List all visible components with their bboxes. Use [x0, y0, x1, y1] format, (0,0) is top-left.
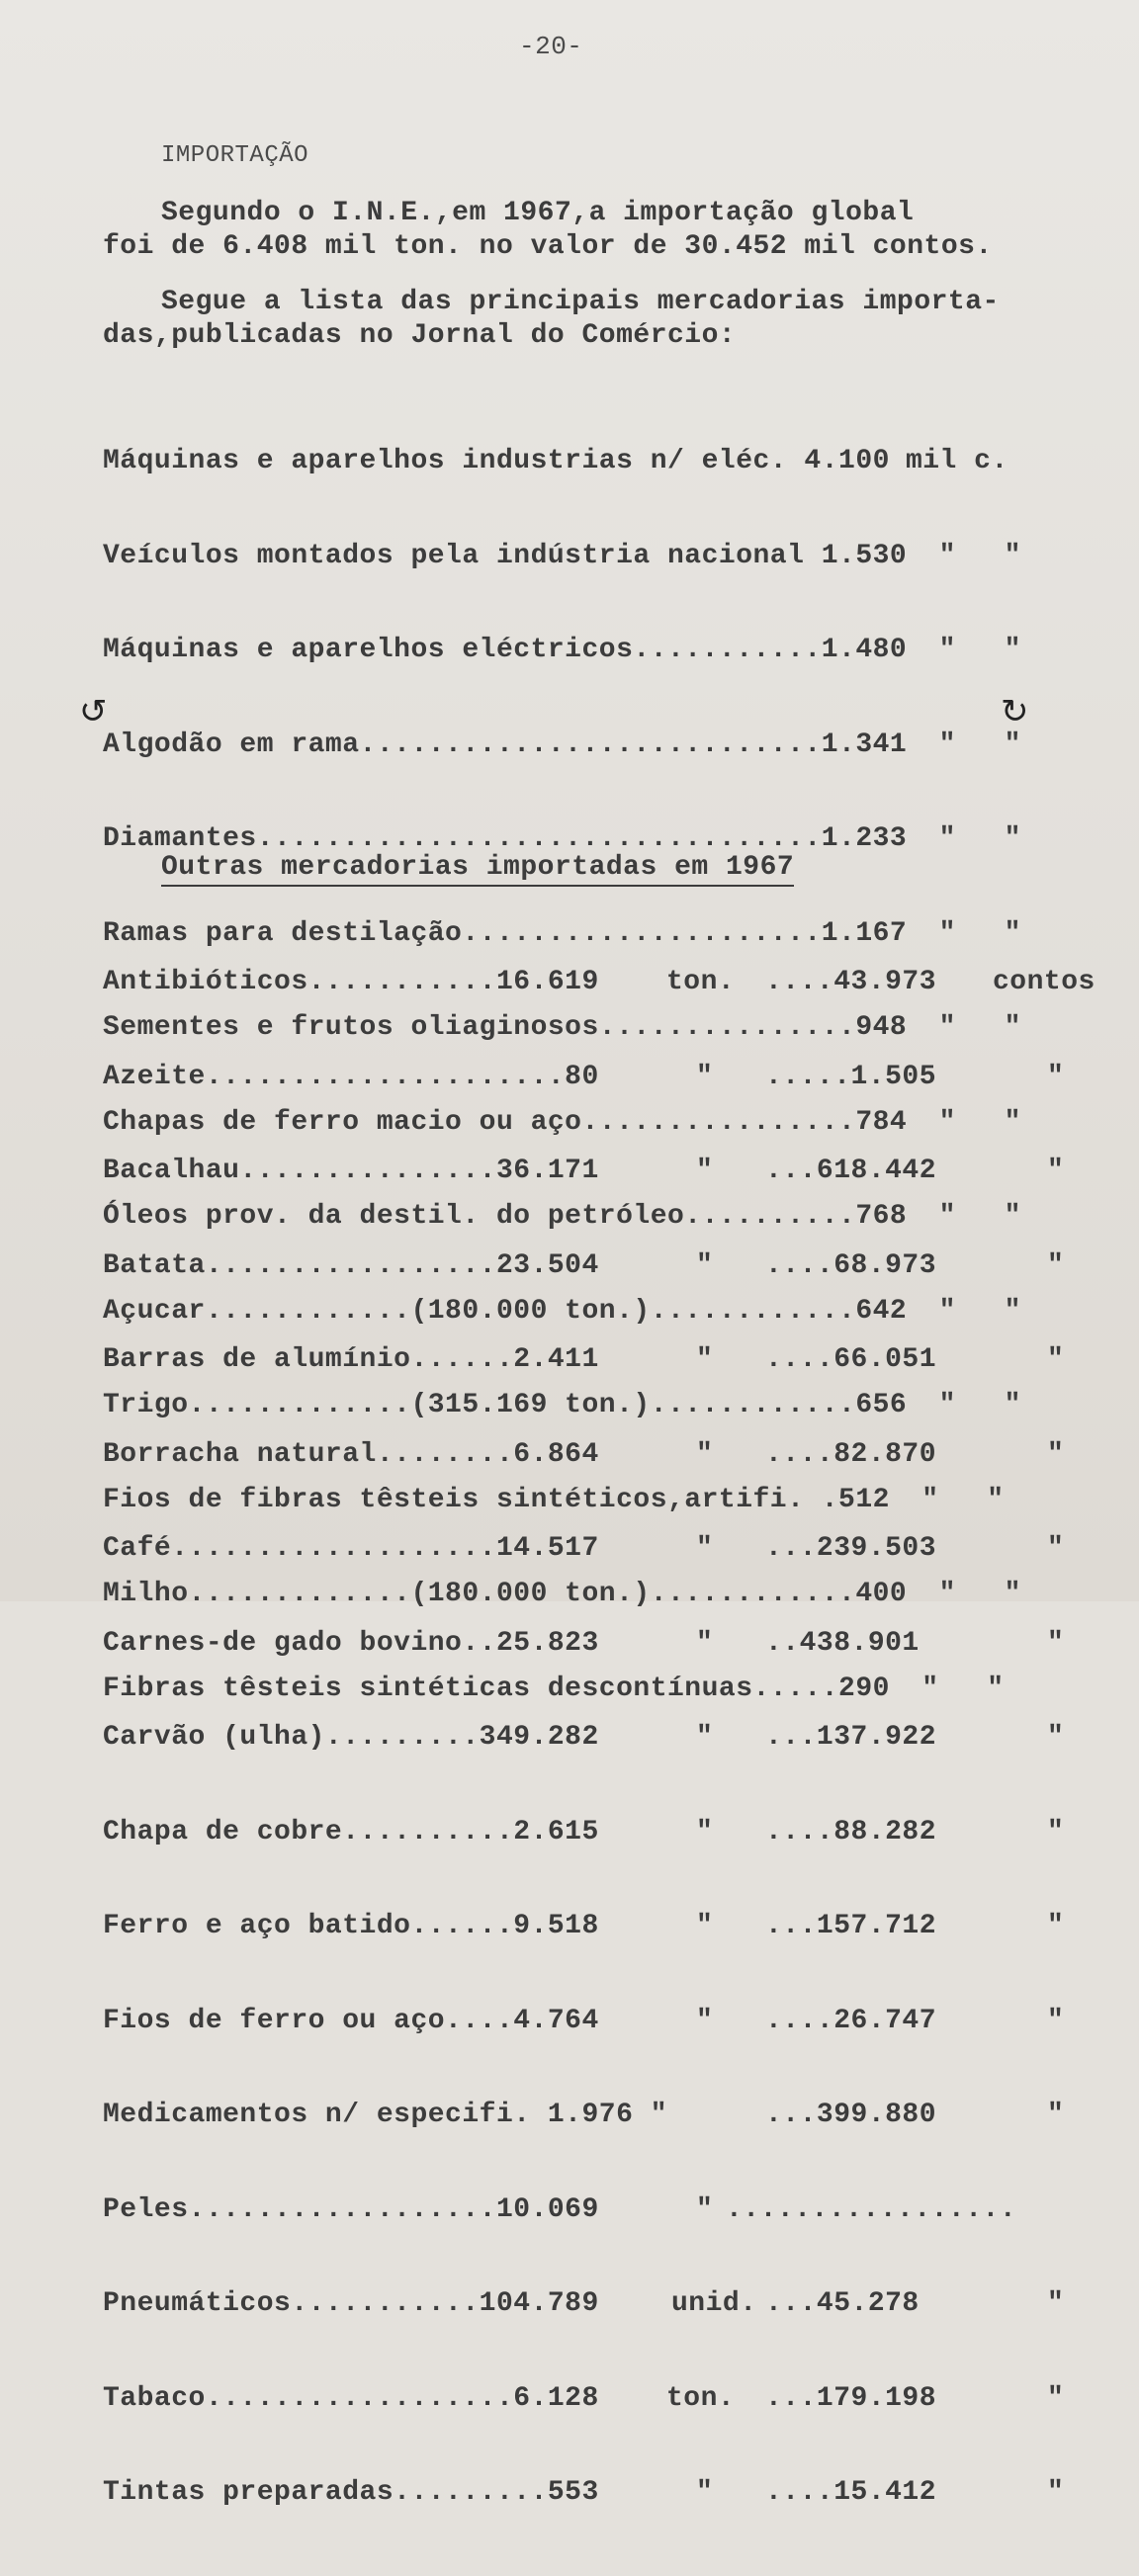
- list-item: Ramas para destilação.....................1.167 " ": [103, 917, 1021, 949]
- list-item: Máquinas e aparelhos eléctricos...........1.480 " ": [103, 635, 1021, 665]
- table-row: Barras de alumínio......2.411 " ....66.051 ": [103, 1344, 1065, 1375]
- table-row: Batata.................23.504 " ....68.973 ": [103, 1249, 1065, 1281]
- list-item: Sementes e frutos oliaginosos...............948 " ": [103, 1012, 1021, 1043]
- subheading: Outras mercadorias importadas em 1967: [161, 852, 794, 887]
- intro-line-3: Segue a lista das principais mercadorias importa-: [161, 287, 1000, 317]
- table-row: Pneumáticos...........104.789 unid. ...45.278 ": [103, 2288, 1065, 2319]
- table-row: Tintas preparadas.........553 " ....15.412 ": [103, 2477, 1065, 2508]
- section-title: IMPORTAÇÃO: [161, 142, 309, 169]
- list-item: Algodão em rama...........................1.341 " ": [103, 729, 1021, 760]
- list-item: Trigo.............(315.169 ton.)............656 " ": [103, 1390, 1021, 1420]
- table-row: Tabaco..................6.128 ton. ...179.198 ": [103, 2382, 1065, 2414]
- page-number: -20-: [519, 32, 583, 61]
- table-row: Carvão (ulha).........349.282 " ...137.922 ": [103, 1722, 1065, 1753]
- list-item: Açucar............(180.000 ton.)............642 " ": [103, 1295, 1021, 1327]
- table-row: Ferro e aço batido......9.518 " ...157.712 ": [103, 1911, 1065, 1941]
- list-item: Óleos prov. da destil. do petróleo..........768 " ": [103, 1201, 1021, 1232]
- table-row: Borracha natural........6.864 " ....82.870 ": [103, 1438, 1065, 1470]
- intro-line-1: Segundo o I.N.E.,em 1967,a importação global: [161, 198, 915, 228]
- list-item: Máquinas e aparelhos industrias n/ eléc. 4.100 mil c.: [103, 446, 1008, 476]
- swap-arrow-right-icon: ↻: [1001, 692, 1029, 731]
- intro-line-2: foi de 6.408 mil ton. no valor de 30.452 mil contos.: [103, 231, 993, 262]
- list-item: Milho.............(180.000 ton.)............400 " ": [103, 1579, 1021, 1609]
- table-row: Medicamentos n/ especifi. 1.976 " ...399.880 ": [103, 2100, 1065, 2130]
- swap-arrow-left-icon: ↺: [79, 692, 108, 731]
- list-item: Veículos montados pela indústria nacional 1.530 " ": [103, 540, 1021, 571]
- table-row: Azeite.....................80 " .....1.505 ": [103, 1061, 1065, 1092]
- table-row: Café...................14.517 " ...239.503 ": [103, 1533, 1065, 1564]
- list-item: Fibras têsteis sintéticas descontínuas.....290 " ": [103, 1673, 1005, 1704]
- list-item: Diamantes.................................1.233 " ": [103, 823, 1021, 854]
- list-item: Chapas de ferro macio ou aço................784 " ": [103, 1106, 1021, 1138]
- table-row: Fios de ferro ou aço....4.764 " ....26.747 ": [103, 2005, 1065, 2036]
- table-row: Chapa de cobre..........2.615 " ....88.282 ": [103, 1816, 1065, 1847]
- intro-line-4: das,publicadas no Jornal do Comércio:: [103, 320, 737, 351]
- table-row: Peles..................10.069 " .................: [103, 2193, 1017, 2225]
- table-row: Bacalhau...............36.171 " ...618.442 ": [103, 1156, 1065, 1186]
- table-row: Antibióticos...........16.619 ton. ....43.973 contos: [103, 967, 1095, 997]
- list-item: Fios de fibras têsteis sintéticos,artifi. .512 " ": [103, 1484, 1005, 1515]
- table-row: Carnes-de gado bovino..25.823 " ..438.901 ": [103, 1627, 1065, 1659]
